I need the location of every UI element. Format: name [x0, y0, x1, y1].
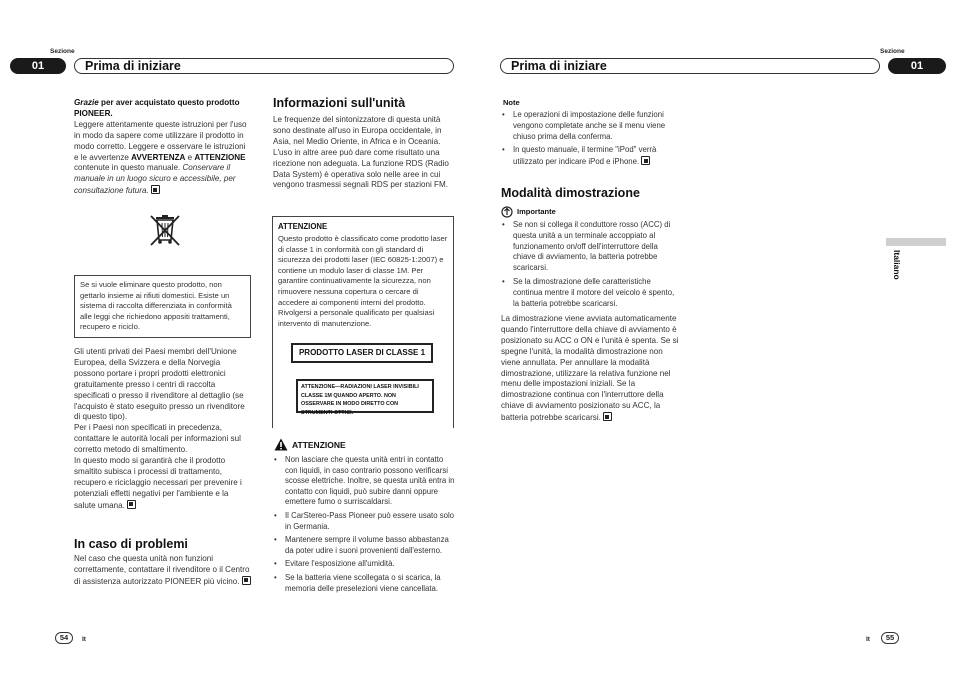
important-list	[501, 220, 681, 309]
caution-item: • Non lasciare che questa unità entri in contatto con liquidi, in caso contrario possono verificarsi scosse elettriche. Inoltre, se questa unità entra in contatto con liquidi, può subire danni oppure emettere fumo o surriscaldarsi.	[273, 455, 455, 508]
page-number-right: 55	[881, 632, 899, 644]
language-tab-label: Italiano	[892, 250, 902, 280]
note-item: • Le operazioni di impostazione delle funzioni vengono completate anche se il menu viene chiuso prima della conferma.	[501, 110, 681, 142]
end-mark-icon	[603, 412, 612, 421]
attention-box	[272, 216, 454, 428]
section-label-left: Sezione	[50, 48, 75, 55]
intro-text-2: contenute in questo manuale.	[74, 163, 183, 173]
attention-box-text: Questo prodotto è classificato come prodotto laser di classe 1 in conformità con gli standard di sicurezza dei prodotti laser (IEC 60825-1:2007) e contiene un modulo laser di classe 1M. Per garantire continuativamente la sicurezza, non rimuovere nessuna copertura o cercare di accedere ai componenti interni del prodotto. Rivolgersi a personale qualificato per qualsiasi intervento di manutenzione.	[278, 234, 448, 328]
caution-item: • Se la batteria viene scollegata o si scarica, la memoria delle preselezioni viene cancellata.	[273, 573, 455, 594]
important-icon	[501, 206, 513, 218]
language-code-left: It	[82, 636, 86, 643]
intro-brand: PIONEER.	[74, 108, 113, 118]
section-number-badge-left: 01	[10, 58, 66, 74]
disposal-text	[74, 347, 252, 512]
disposal-paragraph-2: Per i Paesi non specificati in precedenza, contattare le autorità locali per informazioni sul corretto metodo di smaltimento.	[74, 423, 241, 455]
intro-text-1: Leggere attentamente queste istruzioni per l'uso in modo da sapere come utilizzare il prodotto in modo corretto. Leggere e osservare le istruzioni e le avvertenze	[74, 119, 247, 162]
end-mark-icon	[151, 185, 160, 194]
intro-italic: Conservare il manuale in un luogo sicuro e accessibile, per consultazione futura.	[74, 163, 236, 196]
note-list-block	[501, 110, 681, 171]
intro-warning-word: AVVERTENZA	[131, 152, 186, 162]
section-number-badge-right: 01	[888, 58, 946, 74]
problems-paragraph: Nel caso che questa unità non funzioni correttamente, contattare il rivenditore o il Centro di assistenza autorizzato PIONEER più vicino.	[74, 554, 250, 586]
demo-text	[501, 314, 680, 424]
language-code-right: It	[866, 636, 870, 643]
disposal-box-text: Se si vuole eliminare questo prodotto, non gettarlo insieme ai rifiuti domestici. Esiste un sistema di raccolta differenziata in conformità alle leggi che richiedono appositi trattamenti, recupero e riciclo.	[80, 280, 232, 332]
disposal-paragraph-1: Gli utenti privati dei Paesi membri dell'Unione Europea, della Svizzera e della Norvegia possono portare i propri prodotti elettronici gratuitamente presso i centri di raccolta specificati o presso il rivenditore al dettaglio (se l'acquisto è stato eseguito presso un rivenditore di questo tipo).	[74, 347, 245, 422]
demo-paragraph: La dimostrazione viene avviata automaticamente quando l'interruttore della chiave di avviamento è posizionato su ACC o ON e l'unità è spenta. Se si spegne l'unità, la modalità dimostrazione non viene annullata. Per annullare la modalità dimostrazione, utilizzare la relativa funzione nel menu delle impostazioni iniziali. Se la dimostrazione continua con l'interruttore della chiave di avviamento posizionato su ACC, la batteria potrebbe scaricarsi.	[501, 314, 679, 423]
page-number-left: 54	[55, 632, 73, 644]
info-heading: Informazioni sull'unità	[273, 96, 406, 110]
caution-item: • Evitare l'esposizione all'umidità.	[273, 559, 455, 570]
crossed-bin-icon	[145, 213, 185, 249]
note-list	[501, 110, 681, 168]
laser-warning-label: ATTENZIONE—RADIAZIONI LASER INVISIBILI CLASSE 1M QUANDO APERTO. NON OSSERVARE IN MODO DIRETTO CON STRUMENTI OTTICI.	[296, 379, 434, 413]
disposal-paragraph-3: In questo modo si garantirà che il prodotto smaltito subisca i processi di trattamento, recupero e riciclaggio necessari per prevenire i potenziali effetti negativi per l'ambiente e la salute umana.	[74, 456, 242, 510]
important-list-block	[501, 220, 681, 312]
demo-heading: Modalità dimostrazione	[501, 186, 640, 200]
end-mark-icon	[127, 500, 136, 509]
intro-grazie: Grazie	[74, 98, 99, 107]
caution-list	[273, 455, 455, 594]
note-item-text: In questo manuale, il termine "iPod" verrà utilizzato per indicare iPod e iPhone.	[513, 145, 657, 167]
end-mark-icon	[641, 156, 650, 165]
important-heading: Importante	[517, 207, 556, 216]
caution-heading: ATTENZIONE	[292, 440, 346, 450]
intro-thanks: per aver acquistato questo prodotto	[98, 98, 240, 107]
disposal-box	[74, 275, 251, 338]
problems-heading: In caso di problemi	[74, 537, 188, 551]
language-tab-bar	[886, 238, 946, 246]
section-title-bar-left	[74, 58, 454, 74]
section-title-right: Prima di iniziare	[511, 59, 607, 73]
section-title-bar-right	[500, 58, 880, 74]
important-item: • Se la dimostrazione delle caratteristiche continua mentre il motore del veicolo è spento, la batteria potrebbe scaricarsi.	[501, 277, 681, 309]
language-tab	[886, 250, 908, 290]
note-item	[501, 145, 681, 168]
attention-box-heading: ATTENZIONE	[278, 222, 328, 231]
end-mark-icon	[242, 576, 251, 585]
section-label-right: Sezione	[880, 48, 905, 55]
intro-attention-word: ATTENZIONE	[194, 152, 246, 162]
intro-and: e	[185, 152, 195, 162]
problems-text	[74, 554, 252, 588]
info-text: Le frequenze del sintonizzatore di questa unità sono destinate all'uso in Europa occidentale, in Asia, nel Medio Oriente, in Africa e in Oceania. L'uso in altre aree può dare come risultato una ricezione non adeguata. La funzione RDS (Radio Data System) è operativa solo nelle aree in cui vengono trasmessi segnali RDS per stazioni FM.	[273, 115, 449, 190]
intro-block	[74, 98, 250, 197]
caution-item: • Mantenere sempre il volume basso abbastanza da poter udire i suoni provenienti dall'esterno.	[273, 535, 455, 556]
important-item: • Se non si collega il conduttore rosso (ACC) di questa unità a un terminale accoppiato al funzionamento on/off dell'interruttore della chiave di avviamento, la batteria potrebbe scaricarsi.	[501, 220, 681, 274]
section-title-left: Prima di iniziare	[85, 59, 181, 73]
warning-triangle-icon	[274, 438, 288, 451]
caution-item: • Il CarStereo-Pass Pioneer può essere usato solo in Germania.	[273, 511, 455, 532]
caution-list-block	[273, 455, 455, 597]
note-heading: Note	[503, 98, 520, 107]
laser-class-label: PRODOTTO LASER DI CLASSE 1	[291, 343, 433, 363]
